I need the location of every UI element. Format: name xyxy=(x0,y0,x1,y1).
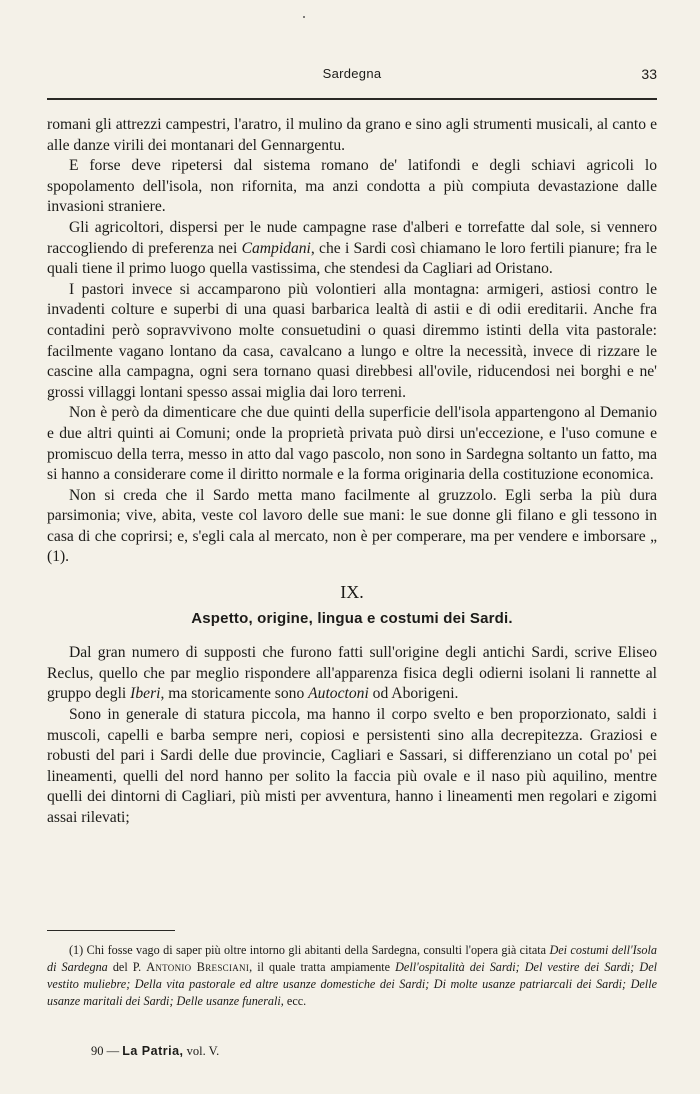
signature-magazine: La Patria, xyxy=(122,1044,184,1058)
signature-volume: vol. V. xyxy=(186,1044,220,1058)
footnote-rule xyxy=(47,930,175,931)
page-speck xyxy=(303,16,305,18)
paragraph-7: Dal gran numero di supposti che furono fatti sull'origine degli antichi Sardi, scrive Eliseo Reclus, quello che par meglio rispondere all'apparenza fisica degli odierni isolani li rannette al gruppo degli Iberi, ma storicamente sono Autoctoni od Aborigeni. xyxy=(47,644,657,703)
chapter-number: IX. xyxy=(340,582,364,603)
footnote-title: Dei costumi dell'Isola di Sardegna xyxy=(47,943,657,974)
paragraph-3: Gli agricoltori, dispersi per le nude campagne rase d'alberi e torrefatte dal sole, si vennero raccogliendo di preferenza nei Campidani, che i Sardi così chiamano le loro fertili pianure; fra le quali tiene il primo luogo quella vastissima, che stendesi da Cagliari ad Oristano. xyxy=(47,218,657,278)
running-head: Sardegna xyxy=(322,66,382,81)
paragraph-5: Non è però da dimenticare che due quinti della superficie dell'isola appartengono al Demanio e due altri quinti ai Comuni; onde la proprietà privata può dirsi un'eccezione, e l'uso comune e promiscuo della terra, messo in atto dal vago pascolo, non sono in Sardegna soltanto un fatto, ma si hanno a considerare come il diritto normale e la forma originaria della costituzione economica. xyxy=(47,404,657,484)
paragraph-2: E forse deve ripetersi dal sistema romano de' latifondi e degli schiavi agricoli lo spopolamento dell'isola, non rifornita, ma anzi condotta a più compiuta devastazione dalle invasioni straniere. xyxy=(47,157,657,216)
signature-mark xyxy=(91,1044,219,1059)
footnote xyxy=(47,942,657,1010)
chapter-title: Aspetto, origine, lingua e costumi dei Sardi. xyxy=(191,609,513,627)
footnote-text-d: ecc. xyxy=(286,994,307,1008)
paragraph-6: Non si creda che il Sardo metta mano facilmente al gruzzolo. Egli serba la più dura parsimonia; vive, abita, veste col lavoro delle sue mani: le sue donne gli filano e gli tessono in casa di che coprirsi; e, s'egli cala al mercato, non è per comperare, ma per vendere e imborsare „ (1). xyxy=(47,486,657,566)
paragraph-8: Sono in generale di statura piccola, ma hanno il corpo svelto e ben proporzionato, saldi i muscoli, capelli e barba sempre neri, copiosi e persistenti sino alla decrepitezza. Graziosi e robusti del pari i Sardi delle due provincie, Cagliari e Sassari, si differenziano un cotal po' pei lineamenti, quelli del nord hanno per solito la faccia più ovale e il naso più aquilino, mentre quelli dei dintorni di Cagliari, più misti per avventura, hanno i lineamenti men regolari e zigomi assai rilevati; xyxy=(47,706,657,826)
footnote-marker: (1) xyxy=(69,943,84,957)
paragraph-1: romani gli attrezzi campestri, l'aratro, il mulino da grano e sino agli strumenti musicali, al canto e alle danze virili dei montanari del Gennargentu. xyxy=(47,116,657,154)
page-number: 33 xyxy=(641,66,657,82)
header-rule xyxy=(47,98,657,100)
page-header xyxy=(47,66,657,86)
paragraph-4: I pastori invece si accamparono più volontieri alla montagna: armigeri, astiosi contro le invadenti colture e superbi di una quasi barbarica lealtà di astii e di odii ereditarii. Anche fra contadini però sopravvivono molte consuetudini o quasi diremmo istinti della vita pastorale: facilmente vagano lontano da casa, cavalcano a lungo e oltre la necessità, invece di rizzare le cascine alla campagna, ogni sera tornano quasi direbbesi all'ovile, riducendosi nei borghi e ne' grossi villaggi lontani spesso assai miglia dai loro terreni. xyxy=(47,280,657,401)
footnote-text-a: Chi fosse vago di saper più oltre intorno gli abitanti della Sardegna, consulti l'opera già citata xyxy=(86,943,547,957)
footnote-author: Antonio Bresciani xyxy=(146,960,250,974)
signature-number: 90 — xyxy=(91,1044,120,1058)
footnote-text-b: del P. xyxy=(112,960,142,974)
body-text xyxy=(47,115,657,829)
footnote-text-c: , il quale tratta ampiamente xyxy=(249,960,391,974)
footnote-works: Dell'ospitalità dei Sardi; Del vestire dei Sardi; Del vestito muliebre; Della vita pastorale ed altre usanze domestiche dei Sardi; Di molte usanze patriarcali dei Sardi; Delle usanze maritali dei Sardi; Delle usanze funerali, xyxy=(47,960,657,1008)
